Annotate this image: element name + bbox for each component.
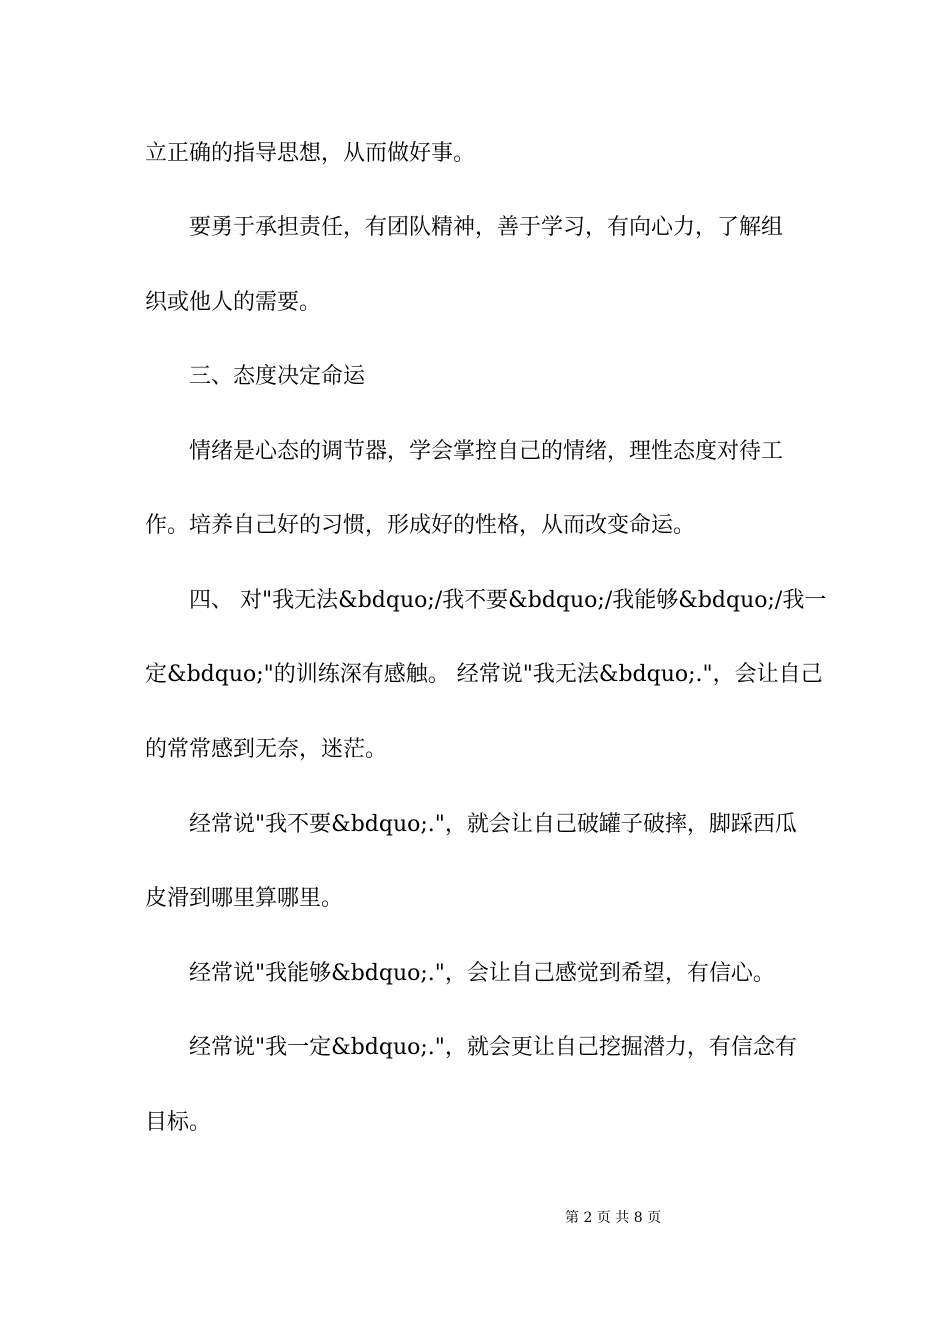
- paragraph-line: 目标。: [145, 1110, 212, 1135]
- paragraph-line: 作。培养自己好的习惯，形成好的性格，从而改变命运。: [145, 513, 696, 538]
- paragraph-line: 经常说"我一定&bdquo;."，就会更让自己挖掘潜力，有信念有: [189, 1035, 797, 1060]
- paragraph-line: 定&bdquo;"的训练深有感触。 经常说"我无法&bdquo;."，会让自己: [145, 662, 823, 687]
- paragraph-line: 四、 对"我无法&bdquo;/我不要&bdquo;/我能够&bdquo;/我一: [189, 588, 827, 613]
- section-heading: 三、态度决定命运: [189, 364, 366, 389]
- paragraph-line: 的常常感到无奈，迷茫。: [145, 737, 388, 762]
- page-number-footer: 第 2 页 共 8 页: [565, 1210, 662, 1226]
- paragraph-line: 经常说"我能够&bdquo;."，会让自己感觉到希望，有信心。: [189, 961, 775, 986]
- paragraph-line: 织或他人的需要。: [145, 290, 322, 315]
- paragraph-line: 经常说"我不要&bdquo;."，就会让自己破罐子破摔，脚踩西瓜: [189, 812, 797, 837]
- paragraph-line: 立正确的指导思想，从而做好事。: [145, 141, 476, 166]
- paragraph-line: 要勇于承担责任，有团队精神，善于学习，有向心力，了解组: [189, 215, 784, 240]
- paragraph-line: 皮滑到哪里算哪里。: [145, 886, 344, 911]
- paragraph-line: 情绪是心态的调节器，学会掌控自己的情绪，理性态度对待工: [189, 439, 784, 464]
